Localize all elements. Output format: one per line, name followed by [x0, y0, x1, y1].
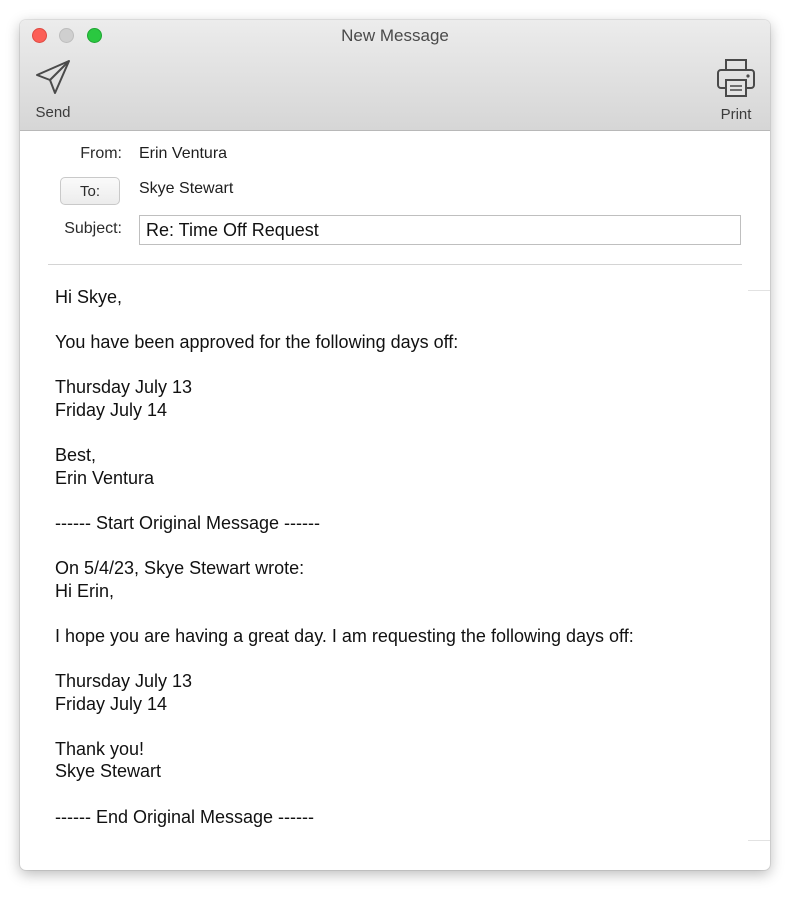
print-label: Print [720, 106, 752, 123]
send-button[interactable] [23, 58, 83, 121]
scroll-edge-bottom [748, 840, 770, 841]
paper-plane-icon [23, 58, 83, 96]
message-body[interactable]: Hi Skye, You have been approved for the following days off: Thursday July 13 Friday July 14 Best, Erin Ventura ------ Start Original Message ------ On 5/4/23, Skye Stewart wrote: Hi Erin, I hope you are having a great day. I am requesting the following days off: Thursday July 13 Friday July 14 Thank you! Skye Stewart ------ End Original Message ------ [55, 287, 634, 827]
send-label: Send [35, 104, 71, 121]
print-button[interactable] [706, 58, 766, 123]
title-bar [20, 20, 770, 131]
subject-input[interactable] [139, 215, 741, 245]
to-value[interactable]: Skye Stewart [139, 180, 234, 197]
to-button[interactable]: To: [60, 177, 120, 205]
from-label: From: [80, 145, 122, 162]
subject-label: Subject: [64, 220, 122, 237]
window-title: New Message [341, 26, 449, 45]
compose-window [20, 20, 770, 870]
from-value[interactable]: Erin Ventura [139, 145, 228, 162]
scroll-edge-top [748, 290, 770, 291]
header-divider [48, 264, 742, 265]
printer-icon [706, 58, 766, 98]
